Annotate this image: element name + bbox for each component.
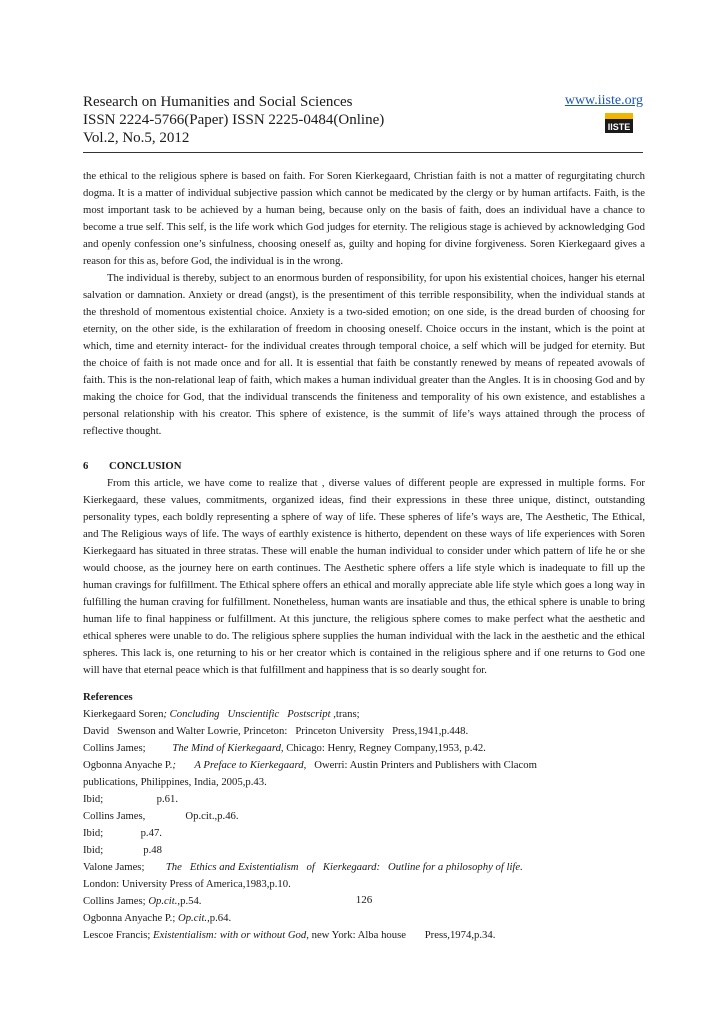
- reference-entry: [83, 740, 645, 757]
- reference-title: Existentialism: with or without God: [153, 929, 307, 941]
- iiste-logo: [605, 109, 633, 133]
- reference-entry: [83, 876, 645, 893]
- reference-text: Collins James, Op.cit.,p.46.: [83, 810, 239, 822]
- reference-title: ; Concluding Unscientific Postscript: [163, 708, 331, 720]
- reference-text: Kierkegaard Soren: [83, 708, 164, 720]
- issn-line: ISSN 2224-5766(Paper) ISSN 2225-0484(Online): [83, 112, 385, 128]
- reference-text: Ibid; p.47.: [83, 827, 162, 839]
- reference-text: Ogbonna Anyache P.;: [83, 912, 178, 924]
- reference-entry: [83, 757, 645, 774]
- journal-url-link[interactable]: www.iiste.org: [564, 93, 643, 108]
- svg-text:IISTE: IISTE: [607, 122, 631, 132]
- paragraph-responsibility: The individual is thereby, subject to an enormous burden of responsibility, for upon his existential choices, hanger his eternal salvation or damnation. Anxiety or dread (angst), is the presentiment of this terrible responsibility, when the individual stands at the threshold of momentous existential choice. Anxiety is a two-sided emotion; on one side, is the dread burden of choosing for eternity, on the other side, is the exhilaration of freedom in choosing oneself. Choice occurs in the instant, which is the point at which, time and eternity interact- for the individual creates through temporal choice, a self which will be judged for eternity. But the choice of faith is not made once and for all. It is essential that faith be constantly renewed by means of repeated avowals of faith. This is the non-relational leap of faith, which makes a human individual greater than the Angles. It is in choosing God and by making the choice for God, that the individual transcends the finiteness and temporality of his own existence, and establishes a personal relationship with his creator. This sphere of existence, is the summit of life’s ways attained through the process of reflective thought.: [83, 272, 645, 437]
- journal-title: Research on Humanities and Social Sciences: [83, 94, 353, 110]
- reference-title: Op.cit.: [148, 895, 178, 907]
- page-header: [83, 93, 643, 147]
- section-number: 6: [83, 460, 89, 472]
- reference-text: , Owerri: Austin Printers and Publishers with Clacom: [303, 759, 537, 771]
- reference-entry: [83, 859, 645, 876]
- reference-text: , new York: Alba house Press,1974,p.34.: [306, 929, 496, 941]
- section-title: CONCLUSION: [109, 460, 182, 472]
- reference-title: ; A Preface to Kierkegaard: [172, 759, 304, 771]
- section-heading-conclusion: [83, 458, 645, 475]
- reference-entry: [83, 791, 645, 808]
- article-body: [83, 168, 645, 944]
- paragraph-faith: the ethical to the religious sphere is based on faith. For Soren Kierkegaard, Christian faith is not a matter of regurgitating church dogma. It is a matter of individual subjective passion which cannot be medicated by the clergy or by human artifacts. Faith, is the most important task to be achieved by a human being, because only on the basis of faith, does an individual have a chance to become a true self. This self, is the life work which God judges for eternity. The religious stage is achieved by acknowledging God and openly confession one’s sinfulness, choosing oneself as, guilty and hoping for divine forgiveness. Soren Kierkegaard gives a reason for this as, before God, the individual is in the wrong.: [83, 170, 645, 267]
- reference-entry: [83, 706, 645, 723]
- reference-title: Op.cit.: [178, 912, 208, 924]
- volume-line: Vol.2, No.5, 2012: [83, 130, 190, 146]
- reference-text: publications, Philippines, India, 2005,p.43.: [83, 776, 267, 788]
- page-number: 126: [355, 894, 373, 906]
- reference-text: Collins James;: [83, 895, 149, 907]
- reference-entry: [83, 927, 645, 944]
- reference-text: David Swenson and Walter Lowrie, Princeton: Princeton University Press,1941,p.448.: [83, 725, 469, 737]
- reference-title: The Mind of Kierkegaard,: [172, 742, 284, 754]
- reference-text: ,p.54.: [177, 895, 202, 907]
- reference-text: ,trans;: [330, 708, 360, 720]
- reference-list: [83, 706, 645, 944]
- paragraph-conclusion: From this article, we have come to realize that , diverse values of different people are expressed in multiple forms. For Kierkegaard, these values, commitments, organized ideas, find their expressions in these three unique, distinct, outstanding personality types, each boldly representing a sphere of way of life. These spheres of life’s ways are, The Aesthetic, The Ethical, and The Religious ways of life. The ways of earthly existence is hitherto, dependent on these ways of life experiences with Soren Kierkegaard has situated in three stratas. These will enable the human individual to consider under which pattern of life he or she would choose, as the journey here on earth continues. The Aesthetic sphere offers a life style which is inadequate to fill up the human cravings for fulfillment. The Ethical sphere offers an ethical and morally appreciate able life style which goes a long way in fulfilling the human craving for fulfillment. Nonetheless, human wants are insatiable and thus, the ethical sphere is unable to bring human life to final happiness or fulfillment. At this juncture, the religious sphere comes to make perfect what the aesthetic and ethical spheres were unable to do. The religious sphere supplies the human individual with the lack in the aesthetic and the ethical spheres. This lack is, one returning to his or her creator which is contained in the religious sphere and if one returns to God one will have that eternal peace which is that fulfillment and happiness that is so dearly sought for.: [83, 477, 645, 676]
- reference-entry: [83, 825, 645, 842]
- reference-text: Ibid; p.48: [83, 844, 162, 856]
- header-divider: [83, 152, 643, 153]
- references-heading: References: [83, 691, 133, 703]
- reference-entry: [83, 808, 645, 825]
- reference-entry: [83, 842, 645, 859]
- reference-text: Ogbonna Anyache P.: [83, 759, 173, 771]
- reference-text: Lescoe Francis;: [83, 929, 154, 941]
- reference-entry: [83, 774, 645, 791]
- reference-text: Chicago: Henry, Regney Company,1953, p.42.: [283, 742, 486, 754]
- reference-text: Collins James;: [83, 742, 173, 754]
- reference-title: The Ethics and Existentialism of Kierkegaard: Outline for a philosophy of life.: [165, 861, 523, 873]
- reference-text: ,p.64.: [207, 912, 232, 924]
- reference-text: London: University Press of America,1983,p.10.: [83, 878, 291, 890]
- reference-text: Valone James;: [83, 861, 166, 873]
- reference-entry: [83, 910, 645, 927]
- reference-entry: [83, 723, 645, 740]
- reference-text: Ibid; p.61.: [83, 793, 178, 805]
